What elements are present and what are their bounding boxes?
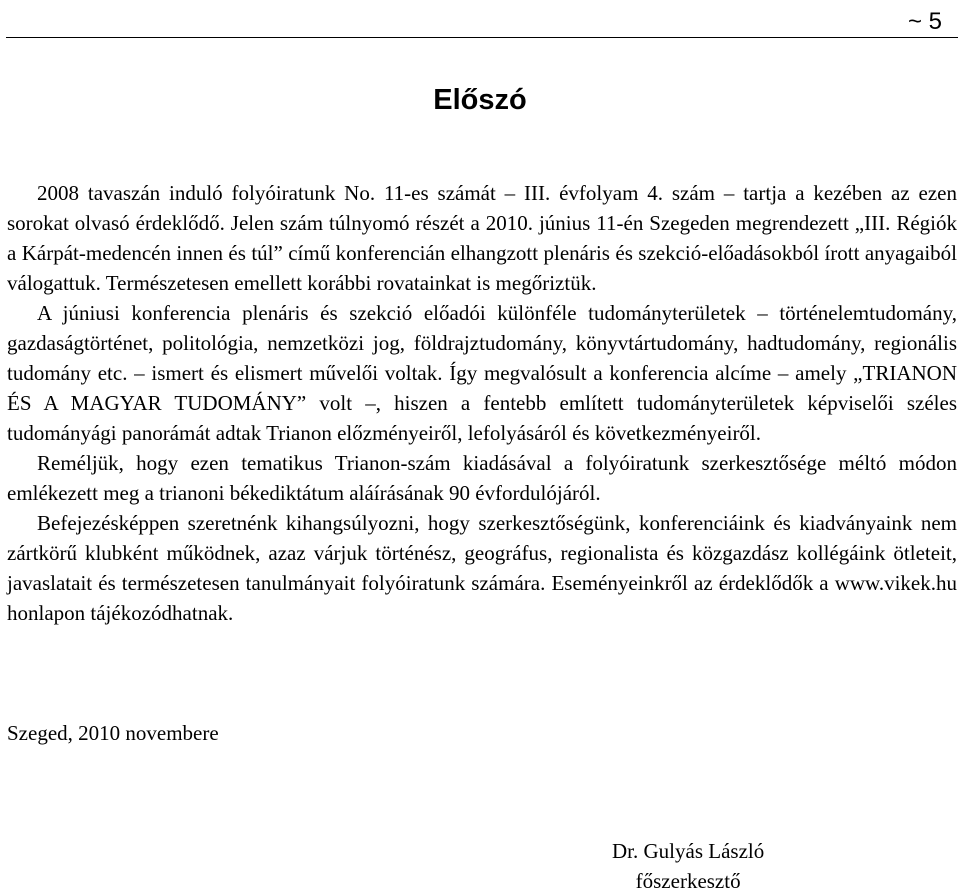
body-text: [7, 178, 957, 628]
place-date: Szeged, 2010 novembere: [7, 721, 219, 745]
paragraph-anniversary: Reméljük, hogy ezen tematikus Trianon-szám kiadásával a folyóiratunk szerkesztősége méltó módon emlékezett meg a trianoni békediktátum aláírásának 90 évfordulójáról.: [7, 451, 957, 505]
paragraph-closing: Befejezésképpen szeretnénk kihangsúlyozni, hogy szerkesztőségünk, konferenciáink és kiadványaink nem zártkörű klubként működnek, azaz várjuk történész, geográfus, regionalista és közgazdász kollégáink ötleteit, javaslatait és természetesen tanulmányait folyóiratunk számára. Eseményeinkről az érdeklődők a www.vikek.hu honlapon tájékozódhatnak.: [7, 511, 957, 625]
page-title: Előszó: [433, 84, 527, 116]
paragraph-conference: A júniusi konferencia plenáris és szekció előadói különféle tudományterületek – történelemtudomány, gazdaságtörténet, politológia, nemzetközi jog, földrajztudomány, könyvtártudomány, hadtudomány, regionális tudomány etc. – ismert és elismert művelői voltak. Így megvalósult a konferencia alcíme – amely „TRIANON ÉS A MAGYAR TUDOMÁNY” volt –, hiszen a fentebb említett tudományterületek képviselői széles tudományági panorámát adtak Trianon előzményeiről, lefolyásáról és következményeiről.: [7, 301, 957, 445]
header-rule: [6, 37, 958, 38]
signature-name: Dr. Gulyás László: [612, 839, 765, 863]
signature-role: főszerkesztő: [635, 869, 741, 893]
signature: [612, 836, 764, 896]
paragraph-intro: 2008 tavaszán induló folyóiratunk No. 11-es számát – III. évfolyam 4. szám – tartja a kezében az ezen sorokat olvasó érdeklődő. Jelen szám túlnyomó részét a 2010. június 11-én Szegeden megrendezett „III. Régiók a Kárpát-medencén innen és túl” című konferencián elhangzott plenáris és szekció-előadásokból írott anyagaiból válogattuk. Természetesen emellett korábbi rovatainkat is megőriztük.: [7, 181, 957, 295]
page-number: ~ 5: [907, 8, 942, 35]
